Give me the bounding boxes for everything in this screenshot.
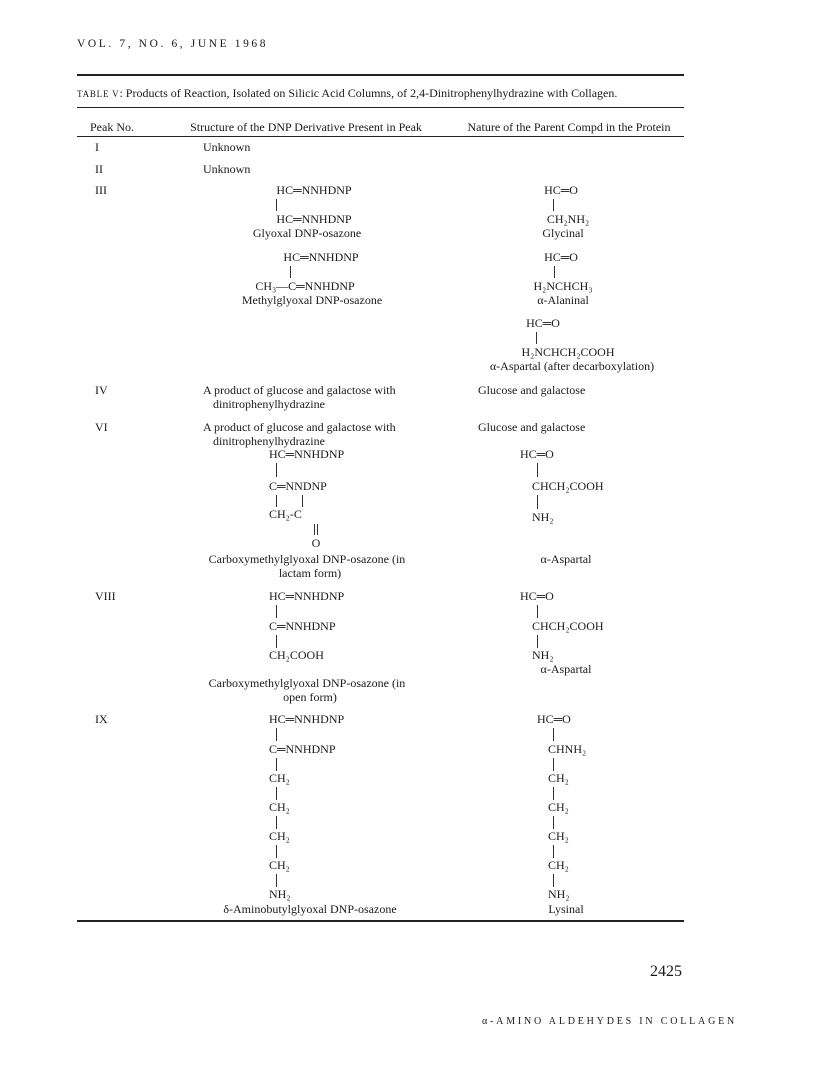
single-bond xyxy=(276,495,277,507)
peak-number: IV xyxy=(95,383,108,397)
parent-formula: CHNH₂ xyxy=(548,742,587,756)
page-number: 2425 xyxy=(650,963,682,980)
parent-formula: HC═O xyxy=(544,183,578,197)
parent-formula: CH₂ xyxy=(548,829,569,843)
single-bond xyxy=(553,816,554,829)
structure-text: dinitrophenylhydrazine xyxy=(213,397,325,411)
parent-name: Lysinal xyxy=(548,902,584,916)
single-bond xyxy=(537,635,538,648)
single-bond xyxy=(276,816,277,829)
compound-name: open form) xyxy=(283,690,337,704)
parent-formula: HC═O xyxy=(520,447,554,461)
parent-name: α-Aspartal xyxy=(540,552,592,566)
structure-formula: HC═NNHDNP xyxy=(276,212,352,226)
single-bond xyxy=(276,463,277,477)
parent-formula: CH₂NH₂ xyxy=(546,212,590,226)
parent-name: α-Alaninal xyxy=(537,293,589,307)
running-footer: α-AMINO ALDEHYDES IN COLLAGEN xyxy=(482,1016,738,1027)
structure-formula: HC═NNHDNP xyxy=(283,250,359,264)
single-bond xyxy=(537,495,538,509)
structure-text: A product of glucose and galactose with xyxy=(203,420,396,434)
compound-name: Methylglyoxal DNP-osazone xyxy=(241,293,383,307)
single-bond xyxy=(553,874,554,887)
parent-formula: HC═O xyxy=(544,250,578,264)
structure-text: Unknown xyxy=(203,140,251,154)
peak-number: IX xyxy=(95,712,108,726)
structure-formula: C═NNHDNP xyxy=(269,742,336,756)
compound-name: δ-Aminobutylglyoxal DNP-osazone xyxy=(223,902,397,916)
header-top-rule xyxy=(77,107,684,108)
structure-formula: CH₂ xyxy=(269,800,290,814)
single-bond xyxy=(537,605,538,618)
parent-formula: CHCH₂COOH xyxy=(532,619,604,633)
peak-number: I xyxy=(95,140,99,154)
single-bond xyxy=(276,199,277,211)
single-bond xyxy=(553,199,554,211)
structure-text: dinitrophenylhydrazine xyxy=(213,434,325,448)
peak-number: VI xyxy=(95,420,108,434)
double-bond xyxy=(314,524,315,535)
structure-formula: HC═NNHDNP xyxy=(269,589,345,603)
single-bond xyxy=(276,635,277,648)
single-bond xyxy=(554,266,555,278)
compound-name: lactam form) xyxy=(278,566,342,580)
peak-number: III xyxy=(95,183,107,197)
parent-name: α-Aspartal xyxy=(540,662,592,676)
parent-formula: NH₂ xyxy=(532,510,554,524)
single-bond xyxy=(276,845,277,858)
structure-formula: HC═NNHDNP xyxy=(276,183,352,197)
single-bond xyxy=(553,787,554,800)
parent-name: Glucose and galactose xyxy=(478,420,586,434)
column-header-peak: Peak No. xyxy=(90,120,134,134)
parent-formula: HC═O xyxy=(520,589,554,603)
table-bottom-rule xyxy=(77,920,684,922)
structure-formula: CH₃—C═NNHDNP xyxy=(255,279,355,293)
compound-name: Glyoxal DNP-osazone xyxy=(252,226,362,240)
column-header-parent: Nature of the Parent Compd in the Protein xyxy=(467,120,671,134)
single-bond xyxy=(276,728,277,741)
single-bond xyxy=(276,605,277,618)
parent-formula: H₂NCHCH₂COOH xyxy=(521,345,615,359)
single-bond xyxy=(536,332,537,344)
single-bond xyxy=(276,758,277,771)
single-bond xyxy=(302,495,303,507)
structure-formula: CH₂-C xyxy=(269,507,302,521)
structure-formula: HC═NNHDNP xyxy=(269,447,345,461)
parent-formula: HC═O xyxy=(526,316,560,330)
double-bond xyxy=(317,524,318,535)
parent-name: Glucose and galactose xyxy=(478,383,586,397)
structure-formula: C═NNDNP xyxy=(269,479,327,493)
single-bond xyxy=(537,463,538,477)
column-header-structure: Structure of the DNP Derivative Present in Peak xyxy=(190,120,422,134)
peak-number: II xyxy=(95,162,103,176)
parent-formula: CH₂ xyxy=(548,771,569,785)
structure-formula: CH₂ xyxy=(269,829,290,843)
single-bond xyxy=(553,758,554,771)
structure-formula: CH₂COOH xyxy=(269,648,324,662)
single-bond xyxy=(553,728,554,741)
compound-name: Carboxymethylglyoxal DNP-osazone (in xyxy=(208,676,406,690)
parent-name: Glycinal xyxy=(542,226,584,240)
structure-formula: C═NNHDNP xyxy=(269,619,336,633)
compound-name: Carboxymethylglyoxal DNP-osazone (in xyxy=(208,552,406,566)
single-bond xyxy=(290,266,291,278)
parent-formula: H₂NCHCH₃ xyxy=(533,279,593,293)
running-header: VOL. 7, NO. 6, JUNE 1968 xyxy=(77,38,269,50)
parent-formula: CHCH₂COOH xyxy=(532,479,604,493)
parent-formula: NH₂ xyxy=(548,887,570,901)
structure-text: Unknown xyxy=(203,162,251,176)
parent-formula: CH₂ xyxy=(548,800,569,814)
parent-formula: HC═O xyxy=(537,712,571,726)
table-caption xyxy=(77,86,617,101)
header-bottom-rule xyxy=(77,136,684,137)
caption-label: TABLE V xyxy=(77,89,120,99)
structure-formula: O xyxy=(311,536,321,550)
parent-formula: CH₂ xyxy=(548,858,569,872)
structure-formula: NH₂ xyxy=(269,887,291,901)
parent-formula: NH₂ xyxy=(532,648,554,662)
structure-text: A product of glucose and galactose with xyxy=(203,383,396,397)
structure-formula: CH₂ xyxy=(269,771,290,785)
structure-formula: CH₂ xyxy=(269,858,290,872)
single-bond xyxy=(276,787,277,800)
table-top-rule xyxy=(77,74,684,76)
structure-formula: HC═NNHDNP xyxy=(269,712,345,726)
caption-text: : Products of Reaction, Isolated on Silicic Acid Columns, of 2,4-Dinitrophenylhydrazine with Collagen. xyxy=(119,86,618,100)
parent-name: α-Aspartal (after decarboxylation) xyxy=(489,359,655,373)
single-bond xyxy=(276,874,277,887)
single-bond xyxy=(553,845,554,858)
peak-number: VIII xyxy=(95,589,116,603)
